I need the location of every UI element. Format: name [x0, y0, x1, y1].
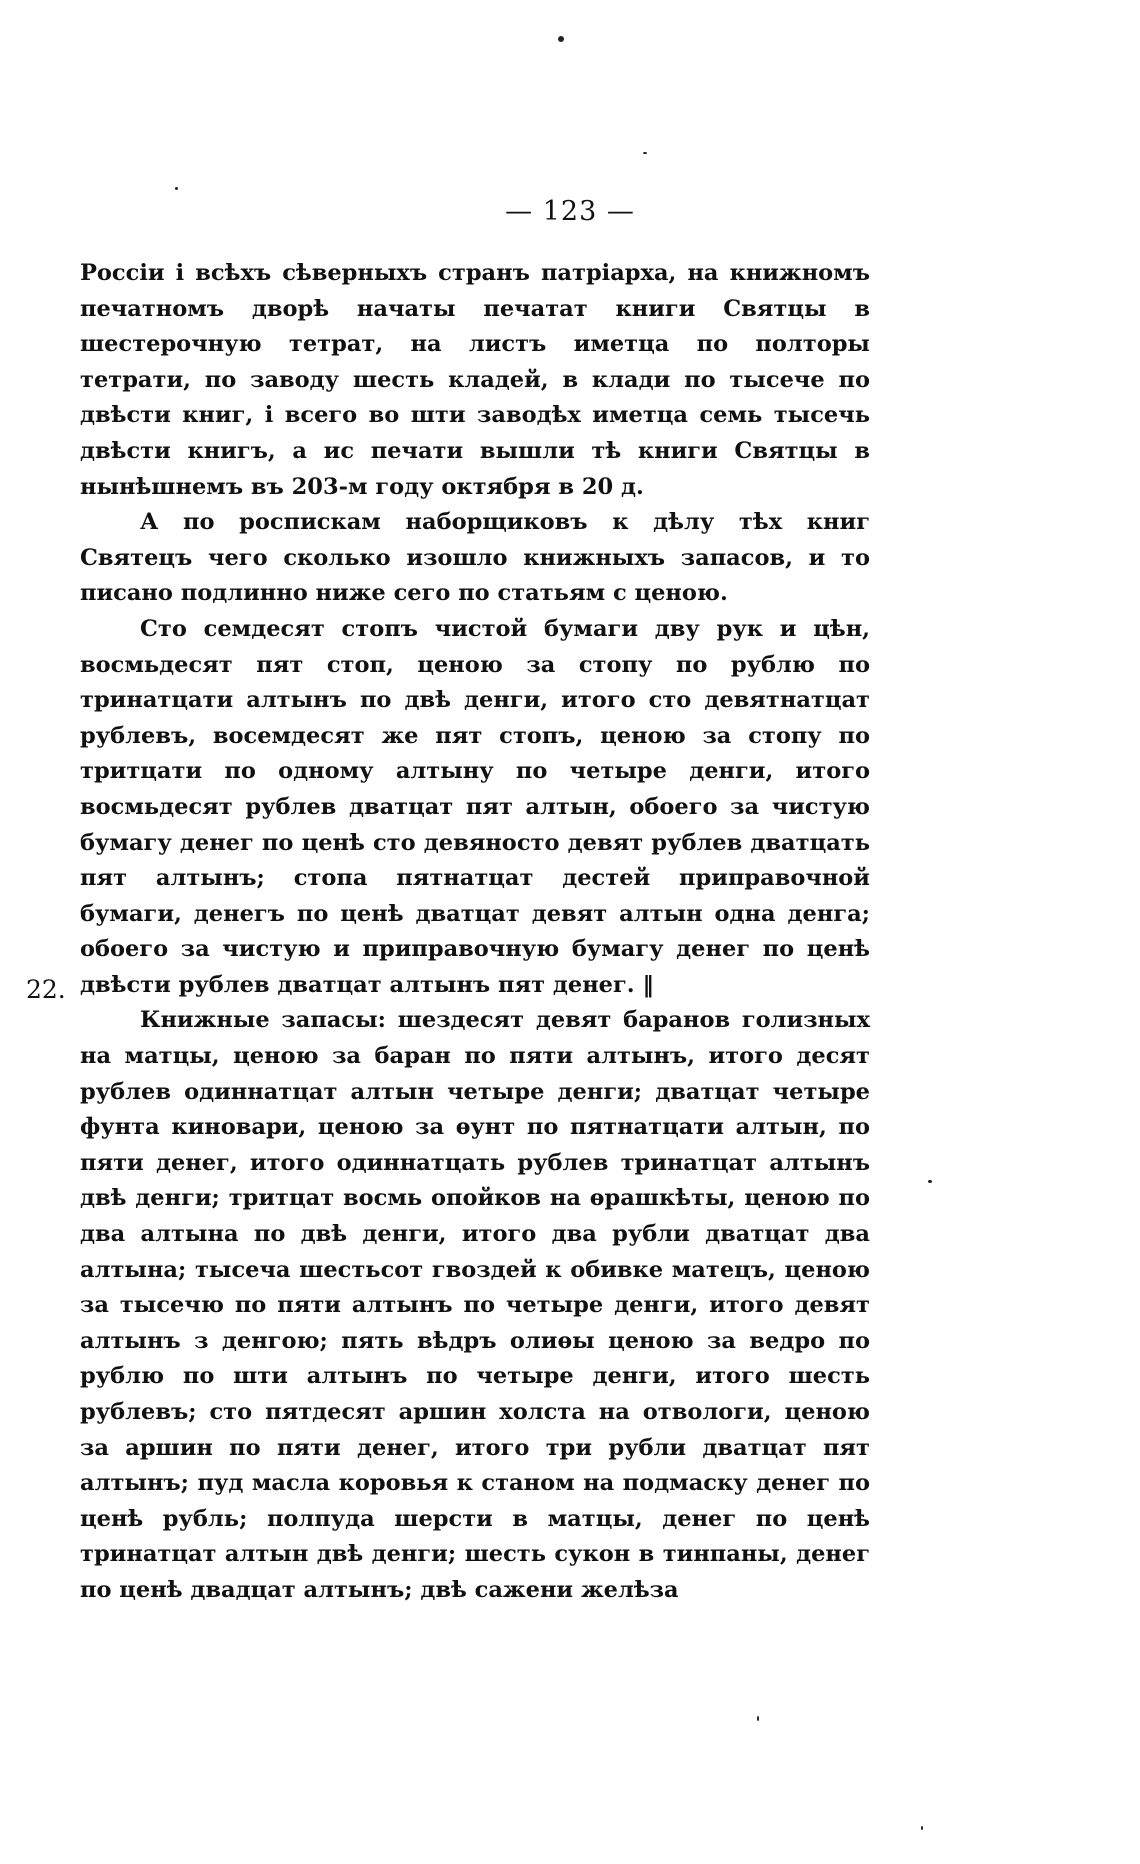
scan-speck	[928, 1180, 932, 1183]
scan-speck	[643, 152, 647, 154]
paragraph: Книжные запасы: шездесят девят бaранов голизных на матцы, ценою за баран по пяти алтынъ, итого десят рублев одиннатцат алтын четыре денги; дватцат четыре фунта киновари, ценою за ѳунт по пятнатцати алтын, по пяти денег, итого одиннатцать рублев тринатцат алтынъ двѣ денги; тритцат восмь опойков на ѳрашкѣты, ценою по два алтына по двѣ денги, итого два рубли дватцат два алтына; тысеча шестьсот гвоздей к обивке матецъ, ценою за тысечю по пяти алтынъ по четыре денги, итого девят алтынъ з денгою; пять вѣдръ олиѳы ценою за ведро по рублю по шти алтынъ по четыре денги, итого шесть рублевъ; сто пятдесят аршин холста на отвологи, ценою за аршин по пяти денег, итого три рубли дватцат пят алтынъ; пуд масла коровья к станом на подмаску денег по ценѣ рубль; полпуда шерсти в матцы, денег по ценѣ тринатцат алтын двѣ денги; шесть сукон в тинпаны, денег по ценѣ двадцат алтынъ; двѣ сажени желѣза	[80, 1007, 870, 1603]
paragraph: Сто семдесят стопъ чистой бумаги дву рук и цѣн, восмьдесят пят стоп, ценою за стопу по рублю по тринатцати алтынъ по двѣ денги, итого сто девятнатцат рублевъ, восемдесят же пят стопъ, ценою за стопу по тритцати по одному алтыну по четыре денги, итого восмьдесят рублев дватцат пят алтын, обоего за чистую бумагу денег по ценѣ сто девяносто девят рублев дватцать пят алтынъ; стопа пятнатцат дестей приправочной бумаги, денегъ по ценѣ дватцат девят алтын одна денга; обоего за чистую и приправочную бумагу денег по ценѣ двѣсти рублев дватцат алтынъ пят денег. ‖	[80, 615, 870, 998]
paragraph-continuation: Россіи і всѣхъ сѣверныхъ странъ патріарха, на книжномъ печатномъ дворѣ начаты печатат книги Святцы в шестерочную тетрат, на листъ иметца по полторы тетрати, по заводу шесть кладей, в клади по тысече по двѣсти книг, і всего во шти заводѣх иметца семь тысечь двѣсти книгъ, а ис печати вышли тѣ книги Святцы в нынѣшнемъ въ 203-м году октября в 20 д.	[80, 260, 870, 500]
scan-speck	[175, 187, 178, 190]
scan-speck	[757, 1716, 759, 1721]
scan-speck	[921, 1826, 923, 1830]
page-number: — 123 —	[505, 196, 635, 227]
paragraph: А по роспискам наборщиковъ к дѣлу тѣх книг Святецъ чего сколько изошло книжныхъ запасов, и то писано подлинно ниже сего по статьям с ценою.	[80, 509, 870, 607]
margin-folio-number: 22.	[26, 975, 66, 1004]
scan-speck	[558, 36, 564, 42]
body-text	[80, 256, 870, 1609]
